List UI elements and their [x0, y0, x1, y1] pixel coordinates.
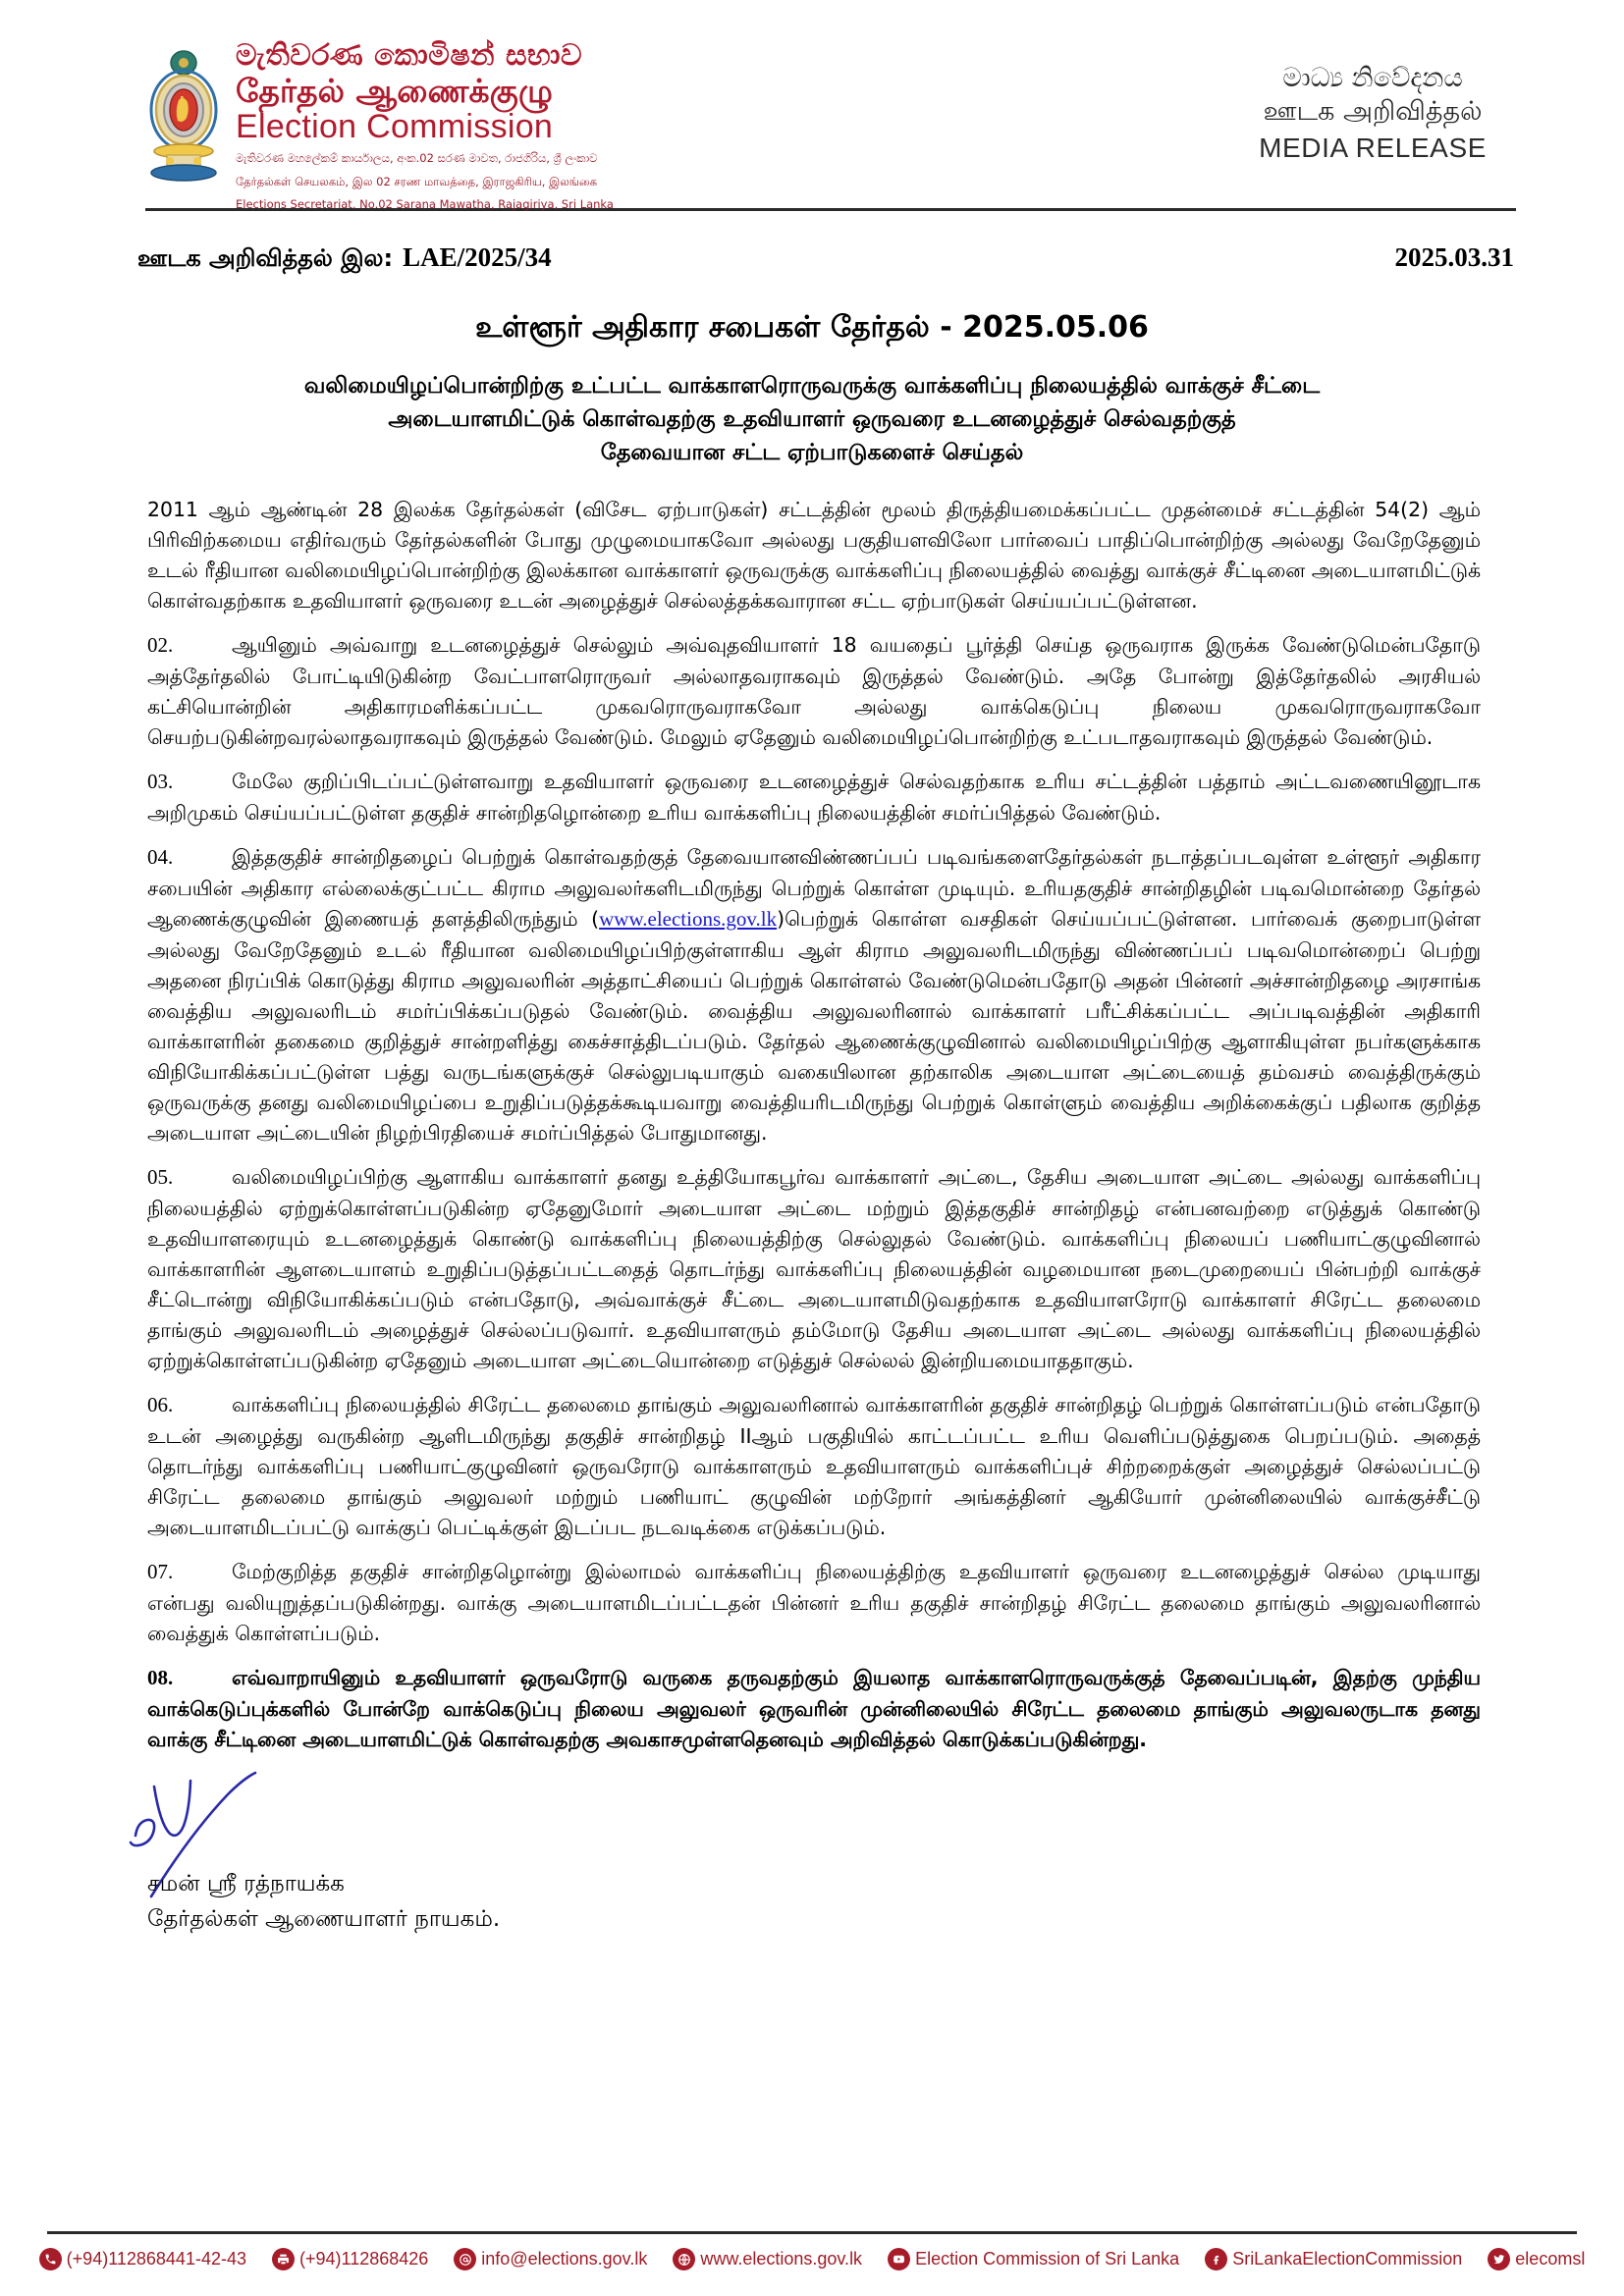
- paragraph-05-number: 05.: [147, 1165, 174, 1190]
- paragraph-02-number: 02.: [147, 633, 174, 658]
- paragraph-02-text: ஆயினும் அவ்வாறு உடனழைத்துச் செல்லும் அவ்வுதவியாளர் 18 வயதைப் பூர்த்தி செய்த ஒருவராக இருக்க வேண்டுமென்பதோடு அத்தேர்தலில் போட்டியிடுகின்ற வேட்பாளரொருவர் அல்லாதவராகவும் இருத்தல் வேண்டும். அதே போன்று இத்தேர்தலில் அரசியல் கட்சியொன்றின் அதிகாரமளிக்கப்பட்ட முகவரொருவராகவோ அல்லது வாக்கெடுப்பு நிலைய முகவரொருவராகவோ செயற்படுகின்றவரல்லாதவராகவும் இருத்தல் வேண்டும். மேலும் ஏதேனும் வலிமையிழப்பொன்றிற்கு உட்படாதவராகவும் இருத்தல் வேண்டும்.: [147, 633, 1481, 750]
- footer-twitter[interactable]: [1488, 2248, 1585, 2270]
- paragraph-02: [147, 630, 1481, 753]
- paragraph-06-text: வாக்களிப்பு நிலையத்தில் சிரேட்ட தலைமை தாங்கும் அலுவலரினால் வாக்காளரின் தகுதிச் சான்றிதழ் பெற்றுக் கொள்ளப்படும் என்பதோடு உடன் அழைத்து வருகின்ற ஆளிடமிருந்து தகுதிச் சான்றிதழ் IIஆம் பகுதியில் காட்டப்பட்ட உரிய வெளிப்படுத்துகை பெறப்படும். அதைத் தொடர்ந்து வாக்களிப்பு பணியாட்குழுவினர் ஒருவரோடு வாக்காளரும் உதவியாளரும் வாக்களிப்புச் சிற்றறைக்குள் அழைத்துச் செல்லப்பட்டு சிரேட்ட தலைமை தாங்கும் அலுவலர் மற்றும் பணியாட் குழுவின் மற்றோர் அங்கத்தினர் ஆகியோர் முன்னிலையில் வாக்குச்சீட்டு அடையாளமிடப்பட்டு வாக்குப் பெட்டிக்குள் இடப்பட நடவடிக்கை எடுக்கப்படும்.: [147, 1393, 1481, 1540]
- paragraph-06-number: 06.: [147, 1393, 174, 1417]
- media-release-tamil: ஊடக அறிவித்தல்: [1263, 95, 1483, 127]
- globe-icon: [673, 2248, 695, 2270]
- signatory-name: சமன் ஸ்ரீ ரத்நாயக்க: [147, 1870, 345, 1896]
- address-tamil: தேர்தல்கள் செயலகம், இல 02 சரண மாவத்தை, இராஜகிரிய, இலங்கை: [236, 174, 598, 188]
- footer-website-text: www.elections.gov.lk: [700, 2249, 863, 2269]
- address-sinhala: මැතිවරණ මහලේකම් කාර්යාලය, අංක.02 සරණ මාවත, රාජගිරිය, ශ්‍රී ලංකාව: [236, 151, 598, 165]
- address-english: Elections Secretariat, No.02 Sarana Mawatha, Rajagiriya, Sri Lanka: [236, 197, 614, 212]
- email-icon: [454, 2248, 476, 2270]
- reference-line: [137, 242, 1514, 275]
- footer-email-text: info@elections.gov.lk: [481, 2249, 648, 2269]
- paragraph-05-text: வலிமையிழப்பிற்கு ஆளாகிய வாக்காளர் தனது உத்தியோகபூர்வ வாக்காளர் அட்டை, தேசிய அடையாள அட்டை அல்லது வாக்களிப்பு நிலையத்தில் ஏற்றுக்கொள்ளப்படுகின்ற ஏதேனுமோர் அடையாள அட்டை மற்றும் இத்தகுதிச் சான்றிதழ் என்பனவற்றை எடுத்துக் கொண்டு உதவியாளரையும் உடனழைத்துக் கொண்டு வாக்களிப்பு நிலையத்திற்கு செல்லுதல் வேண்டும். வாக்களிப்பு நிலையப் பணியாட்குழுவினால் வாக்காளரின் ஆளடையாளம் உறுதிப்படுத்தப்பட்டதைத் தொடர்ந்து வாக்களிப்பு நிலையத்தின் வழமையான நடைமுறையைப் பின்பற்றி வாக்குச் சீட்டொன்று விநியோகிக்கப்படும் என்பதோடு, அவ்வாக்குச் சீட்டை அடையாளமிடுவதற்காக உதவியாளரோடு வாக்காளர் சிரேட்ட தலைமை தாங்கும் அலுவலரிடம் அழைத்துச் செல்லப்படுவார். உதவியாளரும் தம்மோடு தேசிய அடையாள அட்டை அல்லது வாக்களிப்பு நிலையத்தில் ஏற்றுக்கொள்ளப்படுகின்ற ஏதேனும் அடையாள அட்டையொன்றை எடுத்துச் செல்லல் இன்றியமையாததாகும்.: [147, 1165, 1481, 1373]
- footer-facebook-text: SriLankaElectionCommission: [1232, 2249, 1463, 2269]
- footer-phone[interactable]: [39, 2248, 246, 2270]
- media-release-english: MEDIA RELEASE: [1259, 132, 1487, 163]
- youtube-icon: [888, 2248, 910, 2270]
- footer-phone-text: (+94)112868441-42-43: [66, 2249, 246, 2269]
- footer-email[interactable]: [454, 2248, 647, 2270]
- paragraph-06: [147, 1390, 1481, 1543]
- paragraph-08-number: 08.: [147, 1666, 174, 1690]
- fax-icon: [272, 2248, 295, 2270]
- paragraph-07-number: 07.: [147, 1560, 174, 1584]
- subtitle-line-1: வலிமையிழப்பொன்றிற்கு உட்பட்ட வாக்காளரொருவருக்கு வாக்களிப்பு நிலையத்தில் வாக்குச் சீட்டை: [303, 373, 1321, 399]
- subtitle-line-2: அடையாளமிட்டுக் கொள்வதற்கு உதவியாளர் ஒருவரை உடனழைத்துச் செல்வதற்குத்: [388, 405, 1236, 432]
- footer-twitter-text: elecomsl: [1515, 2249, 1586, 2269]
- paragraph-08: [147, 1663, 1481, 1755]
- footer-fax-text: (+94)112868426: [299, 2249, 429, 2269]
- document-subtitle: [147, 370, 1477, 469]
- paragraph-04: [147, 842, 1481, 1148]
- footer-website[interactable]: [673, 2248, 862, 2270]
- page-title: உள்ளூர் அதிகார சபைகள் தேர்தல் - 2025.05.06: [475, 310, 1149, 345]
- media-release-label: [1259, 41, 1516, 164]
- footer-fax[interactable]: [272, 2248, 428, 2270]
- paragraph-05: [147, 1162, 1481, 1376]
- paragraph-03: [147, 767, 1481, 828]
- media-release-sinhala: මාධ්‍ය නිවේදනය: [1282, 63, 1463, 93]
- election-commission-branding: [145, 38, 614, 213]
- document-footer: [0, 2231, 1624, 2270]
- brand-name-tamil: தேர்தல் ஆணைக்குழு: [236, 72, 553, 110]
- brand-name-sinhala: මැතිවරණ කොමිෂන් සභාව: [236, 38, 583, 73]
- reference-number-group: [137, 242, 552, 275]
- paragraph-07: [147, 1557, 1481, 1649]
- reference-label: ஊடக அறிவித்தல் இல:: [137, 244, 394, 272]
- footer-facebook[interactable]: [1205, 2248, 1462, 2270]
- paragraph-03-text: மேலே குறிப்பிடப்பட்டுள்ளவாறு உதவியாளர் ஒருவரை உடனழைத்துச் செல்வதற்காக உரிய சட்டத்தின் பத்தாம் அட்டவணையினூடாக அறிமுகம் செய்யப்பட்டுள்ள தகுதிச் சான்றிதழொன்றை உரிய வாக்களிப்பு நிலையத்தின் சமர்ப்பித்தல் வேண்டும்.: [147, 770, 1481, 826]
- paragraph-04-text-after-link: )பெற்றுக் கொள்ள வசதிகள் செய்யப்பட்டுள்ளன. பார்வைக் குறைபாடுள்ள அல்லது வேறேதேனும் உடல் ரீதியான வலிமையிழப்பிற்குள்ளாகிய ஆள் கிராம அலுவலரிடமிருந்து விண்ணப்பப் படிவமொன்றைப் பெற்று அதனை நிரப்பிக் கொடுத்து கிராம அலுவலரின் அத்தாட்சியைப் பெற்றுக் கொள்ளல் வேண்டுமென்பதோடு அதன் பின்னர் அச்சான்றிதழை அரசாங்க வைத்திய அலுவலரிடம் சமர்ப்பிக்கப்படுதல் வேண்டும். வைத்திய அலுவலரினால் வாக்காளர் பரீட்சிக்கப்பட்ட அப்படிவத்தின் அதிகாரி வாக்காளரின் தகைமை குறித்துச் சான்றளித்து கைச்சாத்திடப்படும். தேர்தல் ஆணைக்குழுவினால் வலிமையிழப்பிற்கு ஆளாகியுள்ள நபர்களுக்காக விநியோகிக்கப்பட்டுள்ள பத்து வருடங்களுக்குச் செல்லுபடியாகும் வகையிலான தற்காலிக அடையாள அட்டையைத் தம்வசம் வைத்திருக்கும் ஒருவருக்கு தனது வலிமையிழப்பை உறுதிப்படுத்தக்கூடியவாறு வைத்தியரிடமிருந்து பெற்றுக் கொள்ளும் வைத்திய அறிக்கைக்குப் பதிலாக குறித்த அடையாள அட்டையின் நிழற்பிரதியைச் சமர்ப்பித்தல் போதுமானது.: [147, 907, 1481, 1146]
- paragraph-01: [147, 495, 1481, 616]
- reference-number: LAE/2025/34: [403, 242, 552, 272]
- elections-website-link[interactable]: www.elections.gov.lk: [599, 907, 778, 932]
- paragraph-04-text-before-link: இத்தகுதிச் சான்றிதழைப் பெற்றுக் கொள்வதற்குத் தேவையானவிண்ணப்பப் படிவங்களைதேர்தல்கள் நடாத்தப்படவுள்ள உள்ளூர் அதிகார சபையின் அதிகார எல்லைக்குட்பட்ட கிராம அலுவலர்களிடமிருந்து பெற்றுக் கொள்ள முடியும். உரியதகுதிச் சான்றிதழின் படிவமொன்றை தேர்தல் ஆணைக்குழுவின் இணையத் தளத்திலிருந்தும் (: [147, 845, 1481, 932]
- paragraph-08-text: எவ்வாறாயினும் உதவியாளர் ஒருவரோடு வருகை தருவதற்கும் இயலாத வாக்காளரொருவருக்குத் தேவைப்படின், இதற்கு முந்திய வாக்கெடுப்புக்களில் போன்றே வாக்கெடுப்பு நிலைய அலுவலர் ஒருவரின் முன்னிலையில் சிரேட்ட தலைமை தாங்கும் அலுவலருடாக தனது வாக்கு சீட்டினை அடையாளமிட்டுக் கொள்வதற்கு அவகாசமுள்ளதெனவும் அறிவித்தல் கொடுக்கப்படுகின்றது.: [147, 1666, 1481, 1751]
- brand-name-english: Election Commission: [236, 108, 554, 145]
- footer-youtube[interactable]: [888, 2248, 1179, 2270]
- paragraph-04-number: 04.: [147, 845, 174, 870]
- branding-text: [236, 38, 614, 213]
- subtitle-line-3: தேவையான சட்ட ஏற்பாடுகளைச் செய்தல்: [600, 439, 1024, 465]
- paragraph-07-text: மேற்குறித்த தகுதிச் சான்றிதழொன்று இல்லாமல் வாக்களிப்பு நிலையத்திற்கு உதவியாளர் ஒருவரை உடனழைத்துச் செல்ல முடியாது என்பது வலியுறுத்தப்படுகின்றது. வாக்கு அடையாளமிடப்பட்டதன் பின்னர் உரிய தகுதிச் சான்றிதழ் சிரேட்ட தலைமை தாங்கும் அலுவலரினால் வைத்துக் கொள்ளப்படும்.: [147, 1560, 1481, 1646]
- document-body: [147, 495, 1481, 1755]
- sri-lanka-emblem-icon: [145, 47, 222, 185]
- paragraph-01-text: 2011 ஆம் ஆண்டின் 28 இலக்க தேர்தல்கள் (விசேட ஏற்பாடுகள்) சட்டத்தின் மூலம் திருத்தியமைக்கப்பட்ட முதன்மைச் சட்டத்தின் 54(2) ஆம் பிரிவிற்கமைய எதிர்வரும் தேர்தல்களின் போது முழுமையாகவோ அல்லது பகுதியளவிலோ பார்வைப் பாதிப்பொன்றிற்கு அல்லது வேறேதேனும் உடல் ரீதியான வலிமையிழப்பொன்றிற்கு இலக்கான வாக்காளர் ஒருவருக்கு வாக்களிப்பு நிலையத்தில் வைத்து வாக்குச் சீட்டினை அடையாளமிட்டுக் கொள்வதற்காக உதவியாளர் ஒருவரை உடன் அழைத்துச் செல்லத்தக்கவாரான சட்ட ஏற்பாடுகள் செய்யப்பட்டுள்ளன.: [147, 498, 1481, 614]
- footer-youtube-text: Election Commission of Sri Lanka: [915, 2249, 1180, 2269]
- signature-block: [147, 1773, 1624, 1940]
- footer-divider: [47, 2231, 1577, 2234]
- document-header: [0, 0, 1624, 212]
- phone-icon: [39, 2248, 62, 2270]
- release-date: 2025.03.31: [1394, 242, 1514, 272]
- facebook-icon: [1205, 2248, 1227, 2270]
- footer-contact-row: [0, 2248, 1624, 2270]
- signatory-designation: தேர்தல்கள் ஆணையாளர் நாயகம்.: [147, 1905, 501, 1932]
- twitter-icon: [1488, 2248, 1510, 2270]
- paragraph-03-number: 03.: [147, 770, 174, 794]
